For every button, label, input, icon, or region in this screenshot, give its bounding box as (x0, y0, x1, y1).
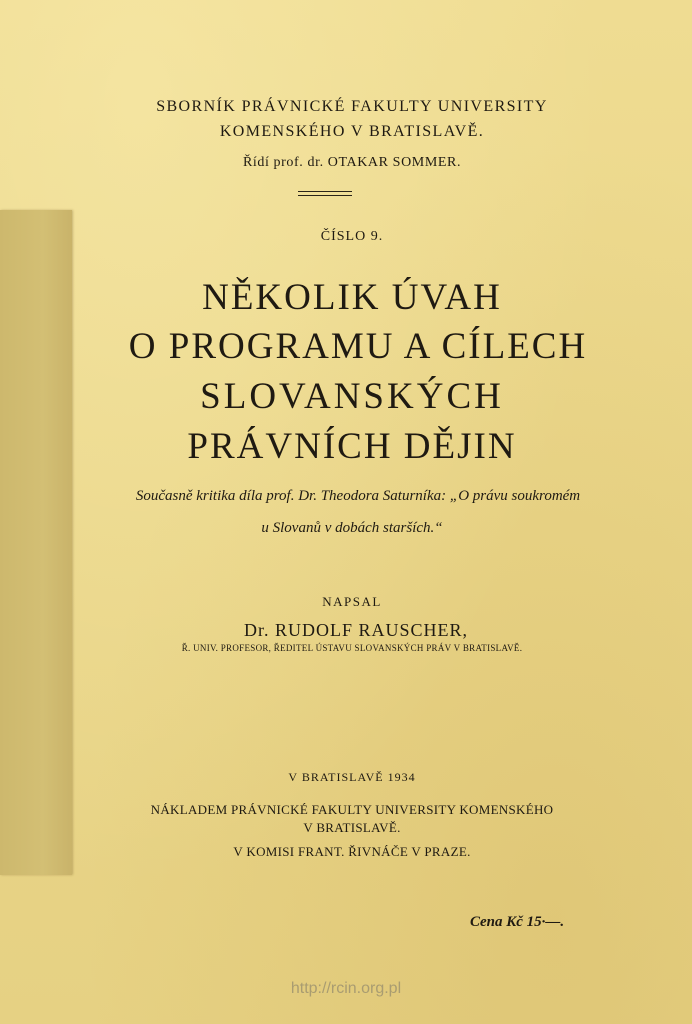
price-label: Cena Kč 15·—. (470, 914, 565, 930)
author-affiliation: Ř. UNIV. PROFESOR, ŘEDITEL ÚSTAVU SLOVANSKÝCH PRÁV V BRATISLAVĚ. (181, 643, 523, 653)
title-line2: O PROGRAMU A CÍLECH (128, 326, 588, 367)
imprint-publisher-line2: V BRATISLAVĚ. (303, 820, 401, 835)
series-editor: Řídí prof. dr. OTAKAR SOMMER. (242, 155, 462, 170)
watermark-url: http://rcin.org.pl (290, 980, 402, 997)
issue-number: ČÍSLO 9. (320, 229, 384, 244)
imprint-publisher-line1: NÁKLADEM PRÁVNICKÉ FAKULTY UNIVERSITY KOMENSKÉHO (150, 802, 554, 817)
divider-rule (298, 195, 352, 196)
imprint-commission: V KOMISI FRANT. ŘIVNÁČE V PRAZE. (233, 844, 471, 859)
author-name: Dr. RUDOLF RAUSCHER, (243, 620, 469, 640)
title-line3: SLOVANSKÝCH (200, 376, 504, 417)
title-line4: PRÁVNÍCH DĚJIN (187, 426, 517, 467)
imprint-place-year: V BRATISLAVĚ 1934 (288, 770, 416, 784)
title-line1: NĚKOLIK ÚVAH (202, 277, 502, 318)
author-label: NAPSAL (322, 594, 382, 609)
subtitle-line1: Současně kritika díla prof. Dr. Theodora Saturníka: „O právu soukromém (135, 488, 581, 504)
subtitle-line2: u Slovanů v dobách starších.“ (261, 520, 443, 536)
divider-rule (298, 191, 352, 192)
series-header-line2: KOMENSKÉHO V BRATISLAVĚ. (219, 123, 485, 140)
series-header-line1: SBORNÍK PRÁVNICKÉ FAKULTY UNIVERSITY (156, 98, 548, 115)
